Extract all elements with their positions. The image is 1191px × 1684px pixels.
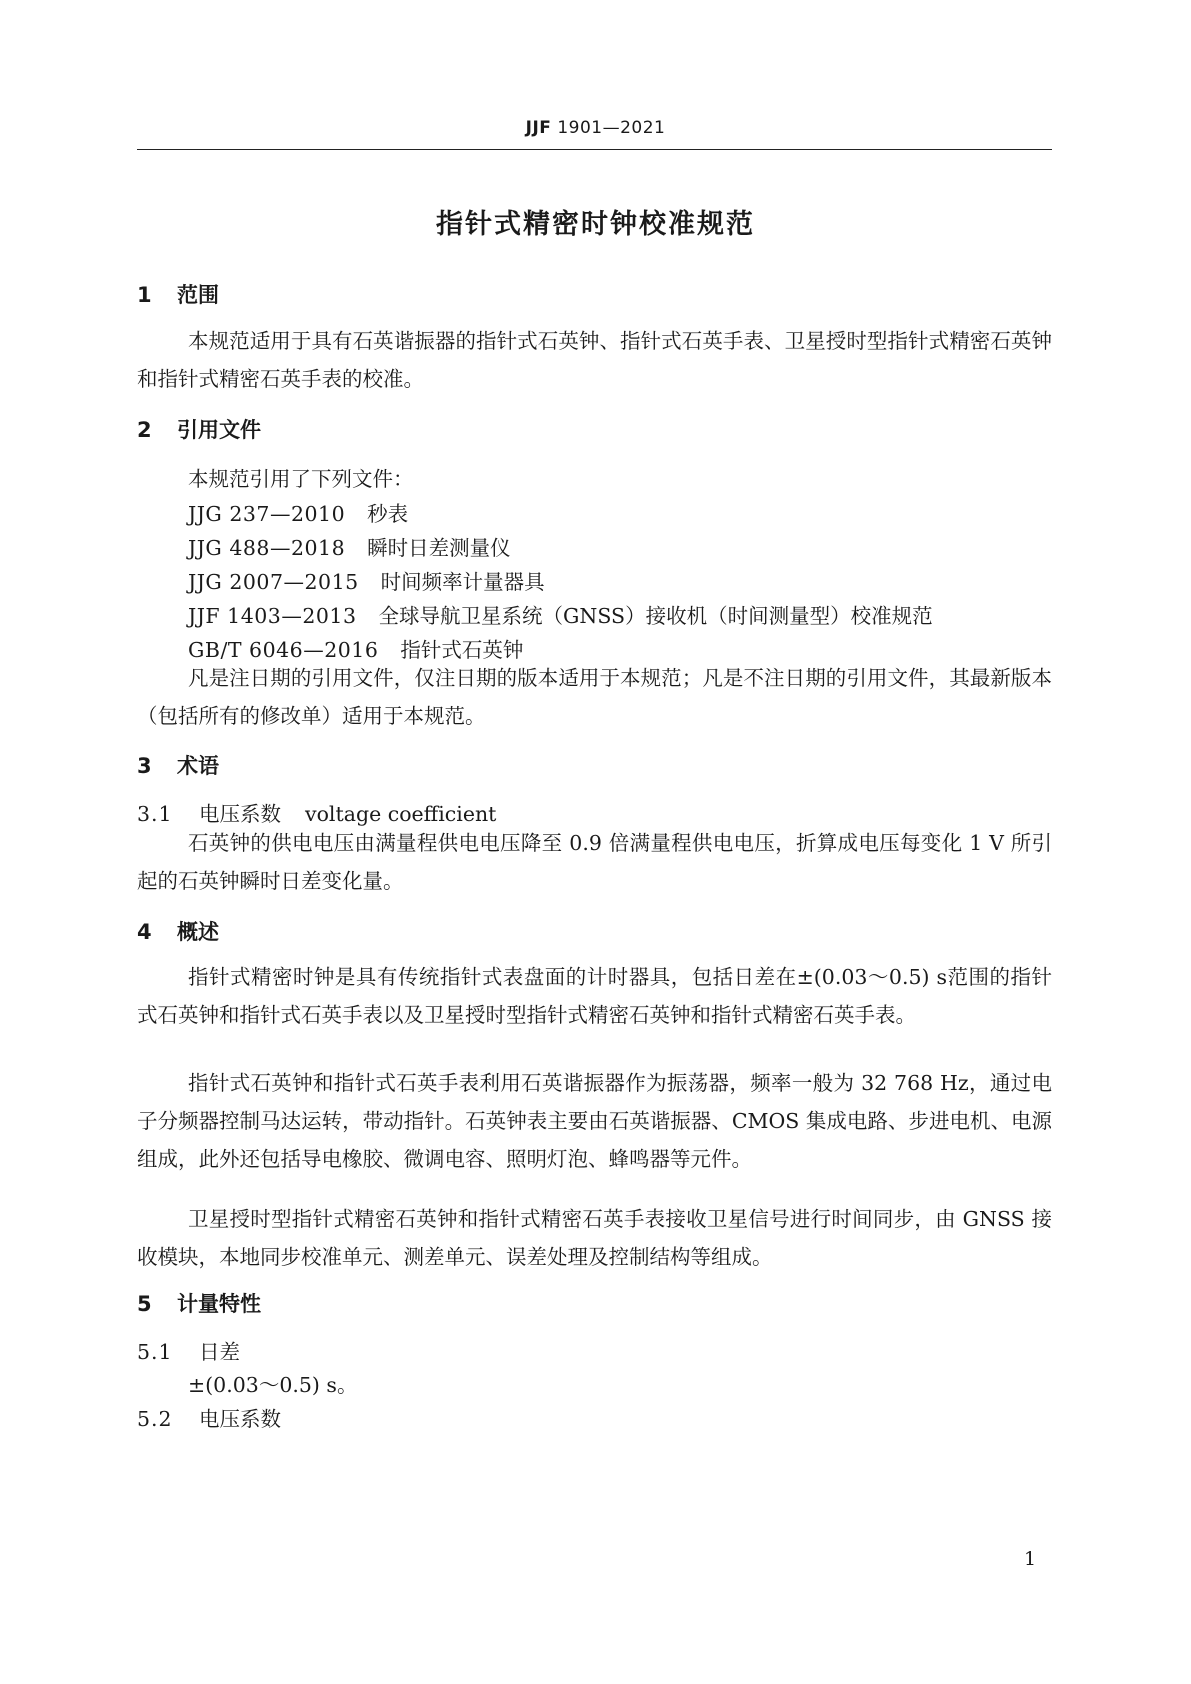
reference-code: JJG 2007—2015 [188, 570, 359, 594]
daily-rate-value: ±(0.03～0.5) s。 [188, 1373, 358, 1397]
reference-item [188, 599, 933, 629]
reference-name: 秒表 [367, 502, 409, 526]
section-4-paragraph-3: 卫星授时型指针式精密石英钟和指针式精密石英手表接收卫星信号进行时间同步，由 GNSS 接收模块，本地同步校准单元、测差单元、误差处理及控制结构等组成。 [137, 1207, 1052, 1269]
section-title: 概述 [177, 920, 219, 944]
reference-code: JJF 1403—2013 [188, 604, 357, 628]
section-number: 3 [137, 754, 152, 778]
subsection-number: 5.2 [137, 1407, 173, 1431]
references-note: 凡是注日期的引用文件，仅注日期的版本适用于本规范；凡是不注日期的引用文件，其最新版本（包括所有的修改单）适用于本规范。 [137, 666, 1052, 728]
reference-name: 瞬时日差测量仪 [367, 536, 511, 560]
reference-item [188, 531, 511, 561]
subsection-number: 3.1 [137, 802, 173, 826]
reference-code: GB/T 6046—2016 [188, 638, 379, 662]
reference-name: 时间频率计量器具 [380, 570, 545, 594]
reference-code: JJG 488—2018 [188, 536, 346, 560]
subsection-title: 电压系数 [199, 1407, 281, 1431]
section-3-heading [137, 750, 219, 780]
subsection-title: 日差 [199, 1340, 240, 1364]
section-number: 4 [137, 920, 152, 944]
section-number: 5 [137, 1292, 152, 1316]
references-intro: 本规范引用了下列文件： [188, 467, 414, 491]
section-title: 术语 [177, 754, 219, 778]
section-3-paragraph: 石英钟的供电电压由满量程供电电压降至 0.9 倍满量程供电电压，折算成电压每变化 1 V 所引起的石英钟瞬时日差变化量。 [137, 831, 1052, 893]
section-4-paragraph-2: 指针式石英钟和指针式石英手表利用石英谐振器作为振荡器，频率一般为 32 768 Hz，通过电子分频器控制马达运转，带动指针。石英钟表主要由石英谐振器、CMOS 集成电路、步进电机、电源组成，此外还包括导电橡胶、微调电容、照明灯泡、蜂鸣器等元件。 [137, 1071, 1052, 1171]
standard-code-header [0, 118, 1191, 138]
section-title: 范围 [177, 283, 219, 307]
section-2-heading [137, 414, 261, 444]
subsection-5-1-heading [137, 1335, 240, 1365]
section-title: 引用文件 [177, 418, 261, 442]
standard-code-prefix: JJF [525, 118, 552, 138]
subsection-title: 电压系数 [199, 802, 281, 826]
reference-name: 指针式石英钟 [400, 638, 524, 662]
reference-item [188, 565, 545, 595]
reference-code: JJG 237—2010 [188, 502, 346, 526]
subsection-number: 5.1 [137, 1340, 173, 1364]
section-1-heading [137, 279, 219, 309]
section-5-heading [137, 1288, 261, 1318]
subsection-title-english: voltage coefficient [305, 802, 497, 826]
page-number: 1 [1024, 1548, 1037, 1570]
reference-item [188, 497, 408, 527]
header-rule [137, 149, 1052, 150]
section-number: 2 [137, 418, 152, 442]
subsection-3-1-heading [137, 797, 496, 827]
reference-name: 全球导航卫星系统（GNSS）接收机（时间测量型）校准规范 [378, 604, 933, 628]
document-title: 指针式精密时钟校准规范 [436, 209, 755, 240]
subsection-5-2-heading [137, 1402, 281, 1432]
section-4-paragraph-1: 指针式精密时钟是具有传统指针式表盘面的计时器具，包括日差在±(0.03～0.5) s范围的指针式石英钟和指针式石英手表以及卫星授时型指针式精密石英钟和指针式精密石英手表。 [137, 965, 1052, 1027]
section-title: 计量特性 [177, 1292, 261, 1316]
standard-code-number: 1901—2021 [557, 118, 666, 138]
section-4-heading [137, 916, 219, 946]
section-1-paragraph: 本规范适用于具有石英谐振器的指针式石英钟、指针式石英手表、卫星授时型指针式精密石英钟和指针式精密石英手表的校准。 [137, 329, 1052, 391]
section-number: 1 [137, 283, 152, 307]
